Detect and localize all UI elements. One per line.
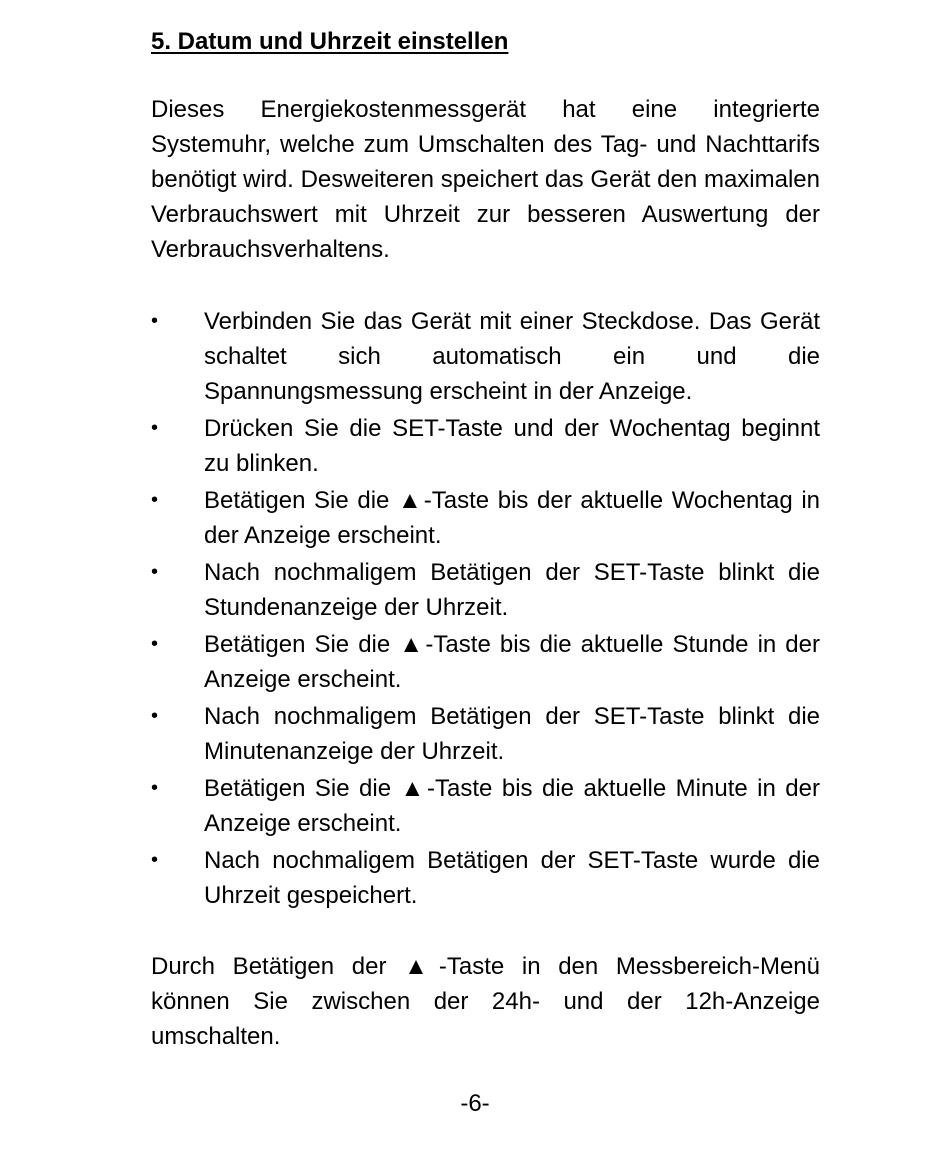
manual-page [151, 24, 820, 1054]
step-text: Betätigen Sie die ▲-Taste bis der aktuelle Wochentag in der Anzeige erscheint. [204, 487, 820, 549]
bullet-icon: • [151, 417, 159, 439]
bullet-icon: • [151, 705, 159, 727]
section-heading: 5. Datum und Uhrzeit einstellen [151, 28, 509, 55]
bullet-icon: • [151, 849, 159, 871]
step-text: Nach nochmaligem Betätigen der SET-Taste blinkt die Minutenanzeige der Uhrzeit. [204, 703, 820, 765]
list-item [151, 699, 820, 769]
step-text: Betätigen Sie die ▲-Taste bis die aktuelle Stunde in der Anzeige erscheint. [204, 631, 820, 693]
bullet-icon: • [151, 561, 159, 583]
step-text: Nach nochmaligem Betätigen der SET-Taste blinkt die Stundenanzeige der Uhrzeit. [204, 559, 820, 621]
steps-list [151, 304, 820, 913]
list-item [151, 627, 820, 697]
step-text: Verbinden Sie das Gerät mit einer Steckdose. Das Gerät schaltet sich automatisch ein und die Spannungsmessung erscheint in der Anzeige. [204, 308, 820, 405]
bullet-icon: • [151, 777, 159, 799]
bullet-icon: • [151, 310, 159, 332]
bullet-icon: • [151, 489, 159, 511]
step-text: Nach nochmaligem Betätigen der SET-Taste wurde die Uhrzeit gespeichert. [204, 847, 820, 909]
outro-paragraph: Durch Betätigen der ▲-Taste in den Messbereich-Menü können Sie zwischen der 24h- und der 12h-Anzeige umschalten. [151, 953, 820, 1050]
list-item [151, 483, 820, 553]
page-number: -6- [460, 1090, 490, 1117]
step-text: Betätigen Sie die ▲-Taste bis die aktuelle Minute in der Anzeige erscheint. [204, 775, 820, 837]
step-text: Drücken Sie die SET-Taste und der Wochentag beginnt zu blinken. [204, 415, 820, 477]
list-item [151, 843, 820, 913]
list-item [151, 555, 820, 625]
list-item [151, 771, 820, 841]
bullet-icon: • [151, 633, 159, 655]
intro-paragraph: Dieses Energiekostenmessgerät hat eine integrierte Systemuhr, welche zum Umschalten des Tag- und Nachttarifs benötigt wird. Desweiteren speichert das Gerät den maximalen Verbrauchswert mit Uhrzeit zur besseren Auswertung der Verbrauchsverhaltens. [151, 96, 820, 263]
list-item [151, 411, 820, 481]
list-item [151, 304, 820, 409]
